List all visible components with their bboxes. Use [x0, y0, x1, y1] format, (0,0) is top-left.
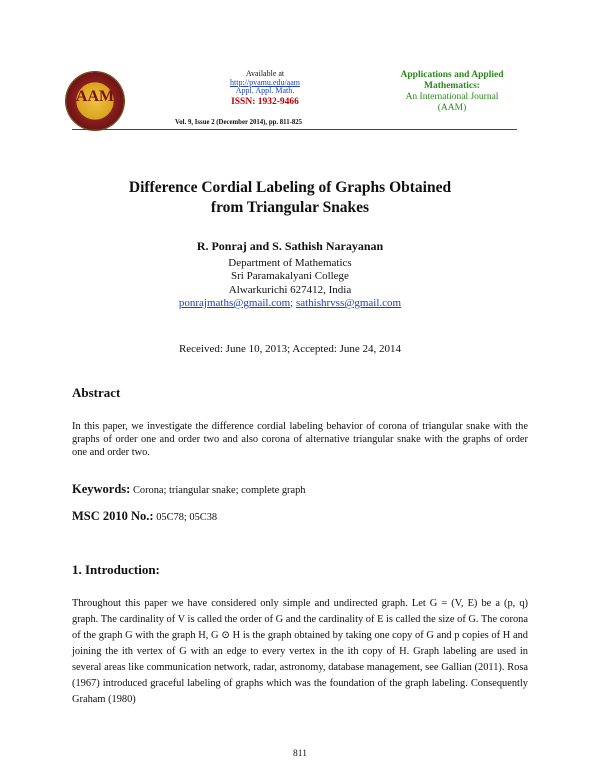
introduction-text: Throughout this paper we have considered only simple and undirected graph. Let G = (V, E) be a (p, q) graph. The cardinality of V is called the order of G and the cardinality of E is called the size of G. The corona of the graph G with the graph H, G ⊙ H is the graph obtained by taking one copy of G and p copies of H and joining the ith vertex of G with an edge to every vertex in the ith copy of H. Graph labeling are used in several areas like communication network, radar, astronomy, database management, see Gallian (2011). Rosa (1967) introduced graceful labeling of graphs which was the foundation of the graph labeling. Consequently Graham (1980) [72, 598, 528, 705]
journal-subtitle: An International Journal [405, 92, 499, 102]
msc-line [72, 509, 217, 524]
msc-label: MSC 2010 No.: [72, 509, 154, 523]
page-number: 811 [293, 749, 307, 759]
volume-info: Vol. 9, Issue 2 (December 2014), pp. 811-825 [175, 119, 303, 126]
affiliation-block [80, 257, 500, 310]
journal-name-block [388, 70, 516, 114]
email-link-2[interactable]: sathishrvss@gmail.com [295, 296, 402, 309]
journal-logo-text: AAM [75, 88, 115, 105]
keywords-line [72, 482, 305, 497]
journal-code: (AAM) [437, 103, 467, 113]
email-link-1[interactable]: ponrajmaths@gmail.com [178, 296, 291, 309]
title-line-2: from Triangular Snakes [210, 199, 370, 216]
received-accepted-dates: Received: June 10, 2013; Accepted: June 24, 2014 [178, 343, 402, 355]
keywords-text: Corona; triangular snake; complete graph [132, 485, 306, 496]
email-line [80, 297, 500, 310]
msc-text: 05C78; 05C38 [156, 512, 218, 523]
introduction-heading: 1. Introduction: [72, 562, 160, 577]
available-at-text: Available at [245, 69, 285, 78]
email-separator: ; [290, 296, 296, 309]
journal-abbreviation: Appl. Appl. Math. [235, 86, 295, 95]
issn-text: ISSN: 1932-9466 [231, 96, 299, 107]
availability-block [200, 70, 330, 106]
title-line-1: Difference Cordial Labeling of Graphs Obtained [128, 179, 452, 196]
journal-url-link[interactable]: http://pvamu.edu/aam [230, 77, 300, 87]
paper-title [80, 178, 500, 218]
author-names: R. Ponraj and S. Sathish Narayanan [196, 239, 384, 253]
address: Alwarkurichi 627412, India [228, 283, 352, 296]
abstract-text: In this paper, we investigate the difference cordial labeling behavior of corona of triangular snake with the graphs of order one and order two and also corona of alternative triangular snake with the graphs of order one and order two. [72, 421, 528, 458]
keywords-label: Keywords: [72, 482, 131, 496]
department: Department of Mathematics [228, 257, 352, 269]
college: Sri Paramakalyani College [231, 270, 349, 283]
header-divider [72, 129, 517, 130]
abstract-heading: Abstract [72, 385, 121, 400]
journal-title: Applications and Applied Mathematics: [400, 70, 504, 91]
